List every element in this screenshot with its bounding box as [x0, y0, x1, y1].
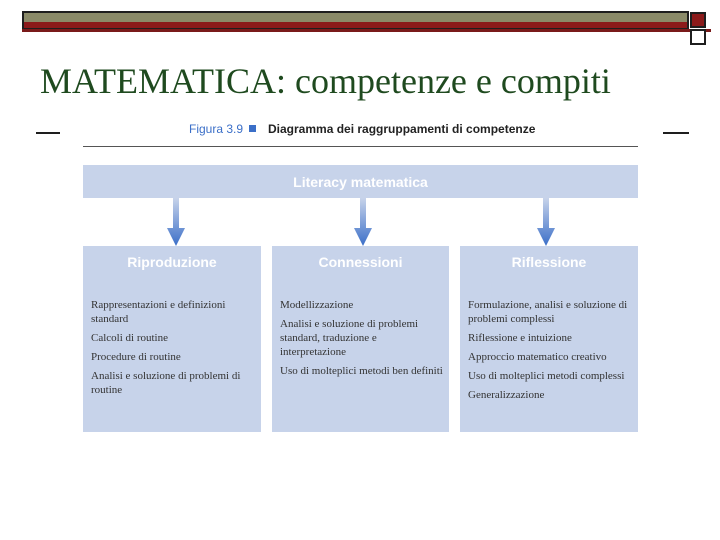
column-heading: Connessioni [318, 254, 403, 270]
slide-title: MATEMATICA: competenze e compiti [40, 61, 611, 101]
literacy-banner [83, 165, 638, 198]
column-item-list [460, 278, 638, 402]
list-item: Analisi e soluzione di problemi standard, traduzione e interpretazione [280, 318, 419, 358]
top-decor-bar [22, 11, 689, 30]
list-item: Approccio matematico creativo [468, 351, 607, 363]
arrow-down-icon [166, 198, 186, 246]
left-dash-decor [36, 132, 60, 134]
figure-rule [83, 146, 638, 147]
column-riflessione [460, 246, 638, 432]
column-item-list [272, 278, 449, 378]
top-decor-square-empty [690, 29, 706, 45]
arrow-down-icon [536, 198, 556, 246]
list-item: Calcoli di routine [91, 332, 168, 344]
figure-label: Figura 3.9 [189, 122, 244, 136]
top-decor-bar-band [24, 13, 687, 22]
top-decor-line [22, 29, 711, 32]
list-item: Rappresentazioni e definizioni standard [91, 299, 226, 325]
list-item: Procedure di routine [91, 351, 181, 363]
list-item: Riflessione e intuizione [468, 332, 572, 344]
figure-bullet-icon [249, 125, 256, 132]
list-item: Uso di molteplici metodi complessi [468, 370, 625, 382]
list-item: Formulazione, analisi e soluzione di problemi complessi [468, 299, 628, 325]
column-heading: Riproduzione [127, 254, 217, 270]
column-heading: Riflessione [511, 254, 587, 270]
list-item: Modellizzazione [280, 299, 354, 311]
right-dash-decor [663, 132, 689, 134]
list-item: Analisi e soluzione di problemi di routine [91, 370, 241, 396]
column-riproduzione [83, 246, 261, 432]
list-item: Uso di molteplici metodi ben definiti [280, 365, 443, 377]
top-decor-square-filled [690, 12, 706, 28]
literacy-banner-label: Literacy matematica [293, 173, 428, 190]
list-item: Generalizzazione [468, 389, 545, 401]
figure-title: Diagramma dei raggruppamenti di competenze [268, 122, 536, 136]
column-connessioni [272, 246, 449, 432]
arrow-down-icon [353, 198, 373, 246]
column-item-list [83, 278, 261, 397]
